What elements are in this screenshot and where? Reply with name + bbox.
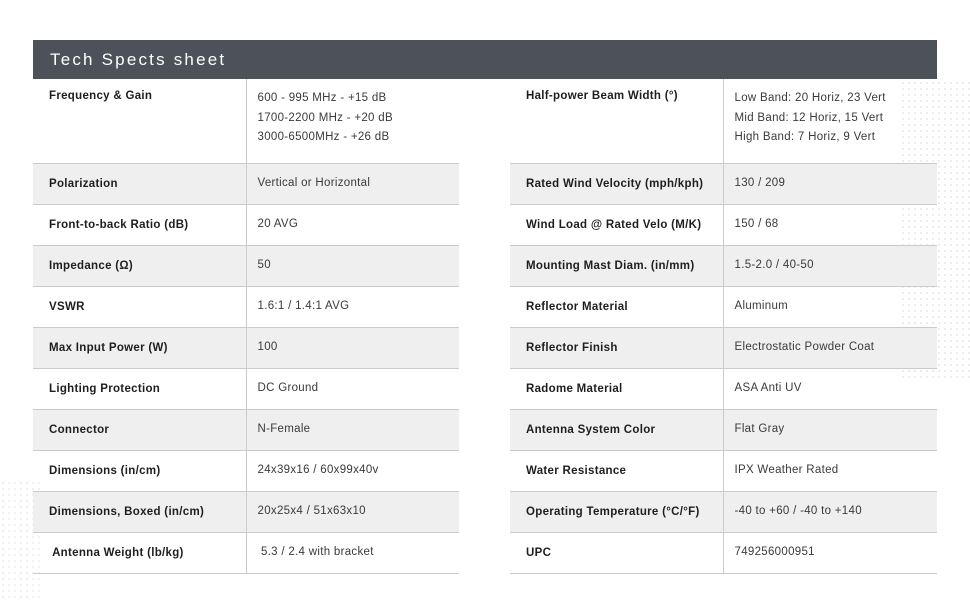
spec-value <box>246 164 459 205</box>
spec-table-right <box>510 79 937 574</box>
spec-value-line: 130 / 209 <box>734 177 786 190</box>
spec-value-line: Low Band: 20 Horiz, 23 Vert <box>734 92 886 104</box>
spec-value-line: Flat Gray <box>734 423 785 436</box>
spec-label: Connector <box>33 410 246 451</box>
spec-label: Max Input Power (W) <box>33 328 246 369</box>
page-title: Tech Spects sheet <box>50 49 227 69</box>
spec-row <box>510 164 937 205</box>
spec-row <box>510 533 937 574</box>
spec-label: Impedance (Ω) <box>33 246 246 287</box>
spec-row <box>510 79 937 164</box>
spec-value-line: IPX Weather Rated <box>734 464 839 477</box>
spec-value <box>723 79 937 164</box>
spec-label: UPC <box>510 533 723 574</box>
spec-label: Antenna System Color <box>510 410 723 451</box>
spec-sheet-header <box>33 40 937 79</box>
spec-label: Rated Wind Velocity (mph/kph) <box>510 164 723 205</box>
spec-row <box>33 492 459 533</box>
spec-label: Operating Temperature (°C/°F) <box>510 492 723 533</box>
spec-row <box>33 328 459 369</box>
spec-value <box>246 369 459 410</box>
spec-label: Mounting Mast Diam. (in/mm) <box>510 246 723 287</box>
spec-value <box>246 451 459 492</box>
spec-value <box>246 410 459 451</box>
spec-value-line: 600 - 995 MHz - +15 dB <box>257 92 387 104</box>
spec-value <box>246 328 459 369</box>
spec-value <box>246 79 459 164</box>
spec-value-line: ASA Anti UV <box>734 382 802 395</box>
spec-value-line: 20x25x4 / 51x63x10 <box>257 505 366 518</box>
spec-value-line: 24x39x16 / 60x99x40v <box>257 464 379 477</box>
spec-label: Dimensions (in/cm) <box>33 451 246 492</box>
spec-label: Radome Material <box>510 369 723 410</box>
spec-value <box>723 533 937 574</box>
spec-value <box>723 246 937 287</box>
spec-row <box>33 205 459 246</box>
spec-row <box>33 533 459 574</box>
spec-row <box>33 246 459 287</box>
spec-value-line: 150 / 68 <box>734 218 779 231</box>
spec-row <box>510 246 937 287</box>
spec-value-line: Aluminum <box>734 300 789 313</box>
spec-value-line: N-Female <box>257 423 311 436</box>
spec-row <box>33 451 459 492</box>
spec-value-line: 50 <box>257 259 271 272</box>
spec-value <box>723 369 937 410</box>
spec-value <box>246 287 459 328</box>
spec-row <box>510 369 937 410</box>
spec-value <box>723 451 937 492</box>
spec-value-line: -40 to +60 / -40 to +140 <box>734 505 862 518</box>
spec-label: Polarization <box>33 164 246 205</box>
spec-value <box>723 410 937 451</box>
spec-value <box>246 205 459 246</box>
spec-row <box>510 492 937 533</box>
spec-value-line: 20 AVG <box>257 218 299 231</box>
spec-table-left <box>33 79 459 574</box>
spec-value-line: 100 <box>257 341 278 354</box>
spec-value <box>723 164 937 205</box>
spec-value-line: 5.3 / 2.4 with bracket <box>257 546 374 559</box>
spec-value <box>246 246 459 287</box>
spec-value-line: 3000-6500MHz - +26 dB <box>257 131 390 143</box>
spec-label: Antenna Weight (lb/kg) <box>33 533 246 574</box>
spec-row <box>33 369 459 410</box>
spec-label: VSWR <box>33 287 246 328</box>
spec-value <box>246 533 459 574</box>
spec-value-line: High Band: 7 Horiz, 9 Vert <box>734 131 876 143</box>
spec-value-line: DC Ground <box>257 382 319 395</box>
spec-label: Wind Load @ Rated Velo (M/K) <box>510 205 723 246</box>
spec-value-line: 1.6:1 / 1.4:1 AVG <box>257 300 350 313</box>
spec-row <box>510 328 937 369</box>
spec-label: Water Resistance <box>510 451 723 492</box>
spec-value <box>723 287 937 328</box>
spec-row <box>510 287 937 328</box>
spec-label: Half-power Beam Width (°) <box>510 79 723 164</box>
spec-row <box>510 205 937 246</box>
spec-row <box>33 287 459 328</box>
spec-value-line: Electrostatic Powder Coat <box>734 341 875 354</box>
spec-label: Front-to-back Ratio (dB) <box>33 205 246 246</box>
spec-value-line: 1.5-2.0 / 40-50 <box>734 259 814 272</box>
spec-value-line: 1700-2200 MHz - +20 dB <box>257 111 393 124</box>
spec-row <box>510 451 937 492</box>
spec-value-line: Mid Band: 12 Horiz, 15 Vert <box>734 111 884 124</box>
spec-row <box>33 410 459 451</box>
spec-value <box>723 205 937 246</box>
spec-label: Lighting Protection <box>33 369 246 410</box>
spec-label: Dimensions, Boxed (in/cm) <box>33 492 246 533</box>
spec-value-line: Vertical or Horizontal <box>257 177 371 190</box>
spec-value-line: 749256000951 <box>734 546 815 559</box>
spec-value <box>723 328 937 369</box>
spec-row <box>33 164 459 205</box>
spec-row <box>510 410 937 451</box>
spec-value <box>246 492 459 533</box>
spec-row <box>33 79 459 164</box>
spec-value <box>723 492 937 533</box>
spec-label: Frequency & Gain <box>33 79 246 164</box>
spec-label: Reflector Material <box>510 287 723 328</box>
spec-label: Reflector Finish <box>510 328 723 369</box>
